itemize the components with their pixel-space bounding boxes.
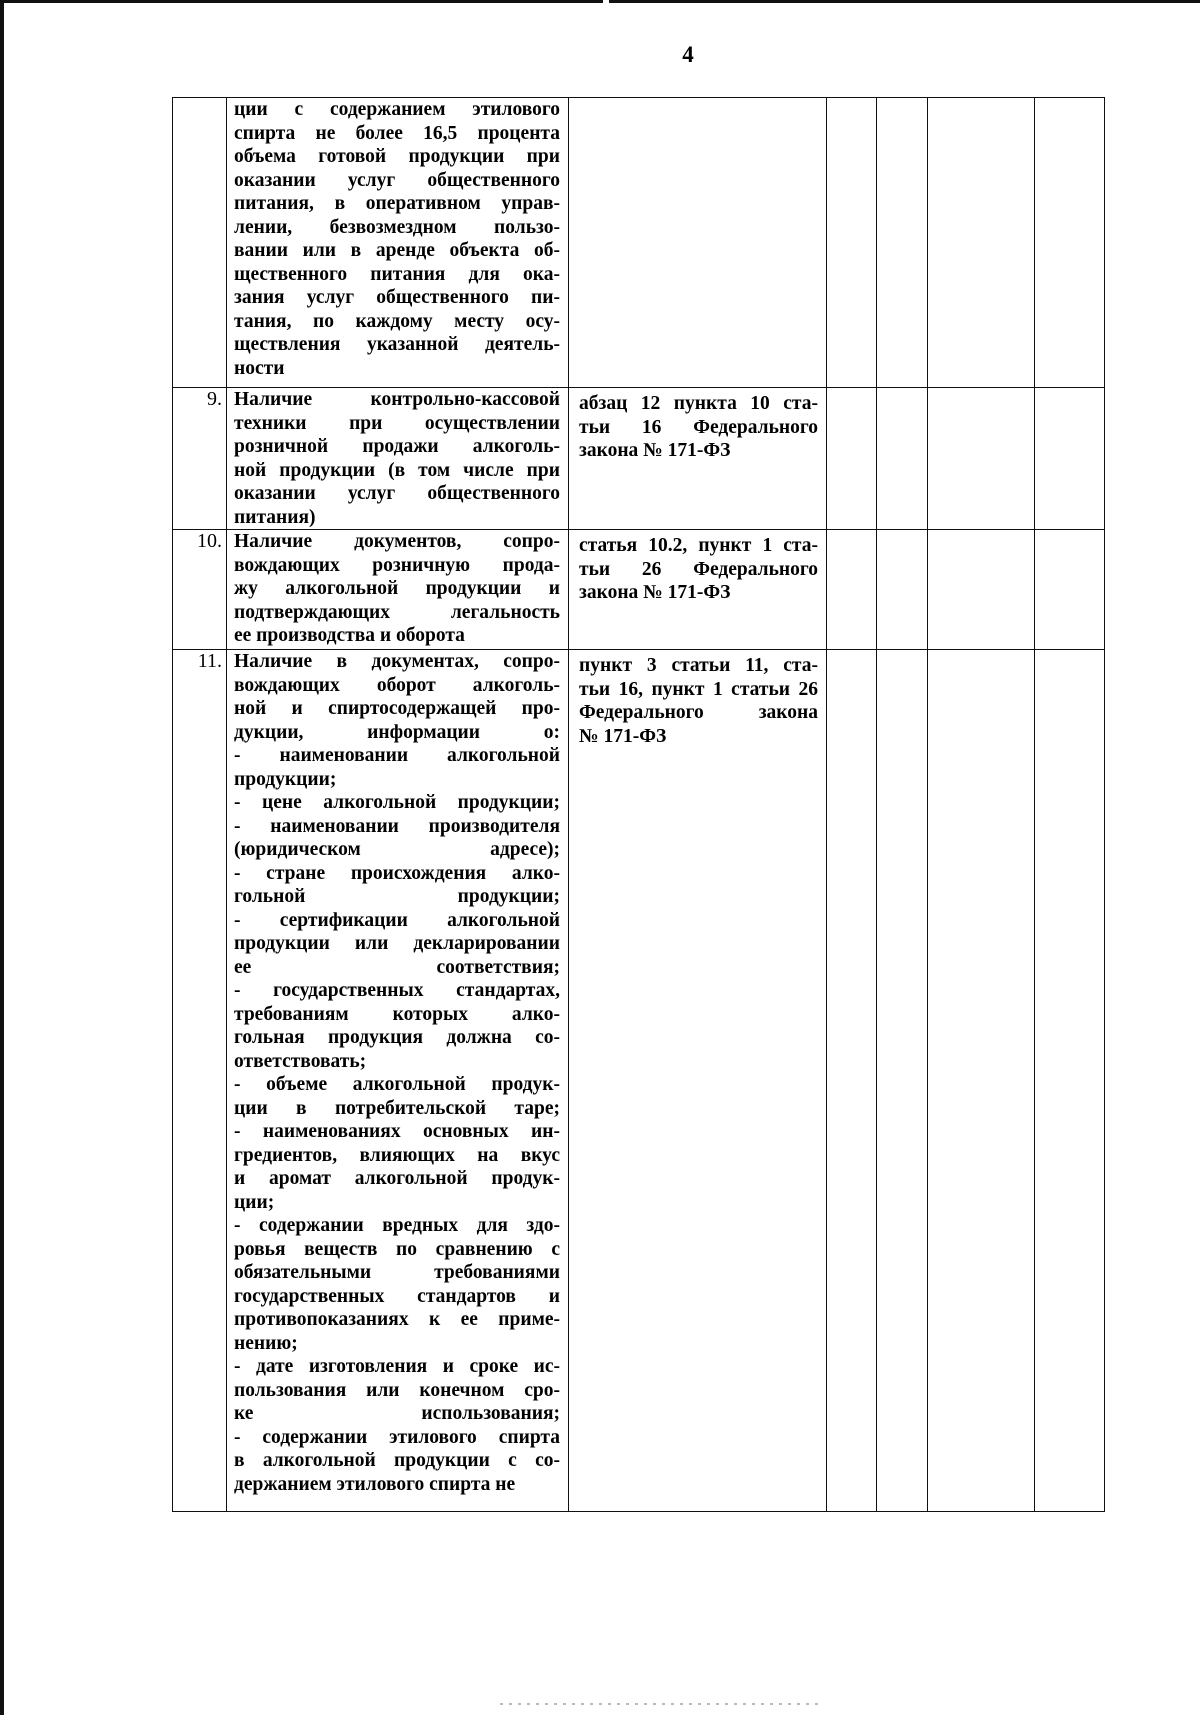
answer-cell[interactable] [928,388,1035,530]
requirement-line: (юридическом адресе); [234,839,560,860]
requirement-line: - содержании этилового спирта [234,1426,560,1448]
table-body [173,98,1105,1512]
requirement-line: пользования или конечном сро- [234,1379,560,1401]
legal-basis-line: № 171-ФЗ [579,725,667,747]
requirement-cell [227,530,569,650]
page-number: 4 [682,42,694,67]
requirement-line: - наименовании производителя [234,815,560,837]
answer-cell[interactable] [877,530,928,650]
answer-cell[interactable] [1035,98,1105,388]
answer-cell[interactable] [928,98,1035,388]
answer-cell[interactable] [827,650,877,1512]
requirement-line: противопоказаниях к ее приме- [234,1309,560,1330]
requirement-line: ществления указанной деятель- [234,334,560,355]
answer-cell[interactable] [877,98,928,388]
requirement-line: спирта не более 16,5 процента [234,122,560,144]
requirement-line: ции; [234,1191,275,1213]
requirement-line: ответствовать; [234,1050,367,1072]
table-row [173,98,1105,388]
table-row [173,650,1105,1512]
requirement-line: держанием этилового спирта не [234,1473,516,1495]
legal-basis-cell [569,98,827,388]
answer-cell[interactable] [877,650,928,1512]
requirement-line: вождающих оборот алкоголь- [234,674,560,696]
scan-top-gap [603,0,609,6]
legal-basis-line: пункт 3 статьи 11, ста- [579,655,818,676]
requirement-line: требованиям которых алко- [234,1003,560,1025]
requirement-line: тания, по каждому месту осу- [234,310,560,332]
legal-basis-line: абзац 12 пункта 10 ста- [579,393,818,414]
requirement-line: ной и спиртосодержащей про- [234,698,560,719]
requirement-line: ции с содержанием этилового [234,99,560,120]
legal-basis-cell [569,650,827,1512]
legal-basis-line: закона № 171-ФЗ [579,582,731,603]
requirement-line: - государственных стандартах, [234,980,560,1001]
answer-cell[interactable] [877,388,928,530]
row-number [173,98,227,388]
legal-basis-line: закона № 171-ФЗ [579,440,731,461]
requirement-line: - наименованиях основных ин- [234,1121,560,1142]
requirement-line: - цене алкогольной продукции; [234,792,560,813]
requirement-line: - сертификации алкогольной [234,909,560,931]
requirement-line: вании или в аренде объекта об- [234,240,560,261]
legal-basis-line: тьи 16 Федерального [579,416,818,438]
answer-cell[interactable] [1035,650,1105,1512]
requirement-line: гольной продукции; [234,886,560,907]
requirement-cell [227,388,569,530]
requirement-line: оказании услуг общественного [234,169,560,191]
requirement-line: и аромат алкогольной продук- [234,1168,560,1189]
requirement-line: продукции или декларировании [234,933,560,954]
requirement-cell [227,98,569,388]
requirement-line: ности [234,357,285,379]
legal-basis-line: статья 10.2, пункт 1 ста- [579,535,818,556]
requirement-line: подтверждающих легальность [234,601,560,623]
requirement-line: ровья веществ по сравнению с [234,1238,560,1260]
table-row [173,530,1105,650]
requirement-line: ее производства и оборота [234,625,465,646]
answer-cell[interactable] [1035,530,1105,650]
answer-cell[interactable] [827,98,877,388]
legal-basis-line: тьи 26 Федерального [579,558,818,580]
answer-cell[interactable] [827,530,877,650]
requirement-line: ной продукции (в том числе при [234,459,560,481]
requirement-line: гольная продукция должна со- [234,1027,560,1048]
scan-top-border [0,0,1200,3]
requirement-line: государственных стандартов и [234,1285,560,1307]
answer-cell[interactable] [928,530,1035,650]
requirement-line: техники при осуществлении [234,412,560,434]
answer-cell[interactable] [827,388,877,530]
scan-left-border [0,0,4,1715]
requirement-line: Наличие документов, сопро- [234,531,560,552]
legal-basis-line: тьи 16, пункт 1 статьи 26 [579,678,818,700]
requirement-line: Наличие контрольно-кассовой [234,389,560,410]
requirement-line: - наименовании алкогольной [234,745,560,766]
requirement-line: ции в потребительской таре; [234,1097,560,1119]
requirement-line: питания) [234,506,316,528]
requirement-line: гредиентов, влияющих на вкус [234,1144,560,1166]
requirement-line: вождающих розничную прода- [234,554,560,576]
requirement-line: щественного питания для ока- [234,263,560,285]
requirement-line: розничной продажи алкоголь- [234,436,560,457]
requirement-cell [227,650,569,1512]
requirement-line: зания услуг общественного пи- [234,287,560,308]
requirement-line: оказании услуг общественного [234,483,560,504]
requirement-line: дукции, информации о: [234,721,560,743]
requirement-line: лении, безвозмездном пользо- [234,216,560,238]
row-number: 10. [173,530,227,650]
requirement-line: Наличие в документах, сопро- [234,651,560,672]
legal-basis-line: Федерального закона [579,702,818,723]
checklist-table [172,97,1105,1512]
requirement-line: обязательными требованиями [234,1262,560,1283]
requirement-line: питания, в оперативном управ- [234,193,560,214]
scan-bottom-artifact [500,1703,820,1705]
table-row [173,388,1105,530]
legal-basis-cell [569,530,827,650]
requirement-line: жу алкогольной продукции и [234,578,560,599]
row-number: 11. [173,650,227,1512]
answer-cell[interactable] [928,650,1035,1512]
answer-cell[interactable] [1035,388,1105,530]
row-number: 9. [173,388,227,530]
requirement-line: ке использования; [234,1403,560,1424]
requirement-line: объема готовой продукции при [234,146,560,167]
requirement-line: в алкогольной продукции с со- [234,1450,560,1471]
requirement-line: ее соответствия; [234,956,560,978]
legal-basis-cell [569,388,827,530]
requirement-line: продукции; [234,768,337,790]
requirement-line: - объеме алкогольной продук- [234,1074,560,1095]
requirement-line: нению; [234,1332,298,1354]
requirement-line: - стране происхождения алко- [234,862,560,884]
requirement-line: - дате изготовления и сроке ис- [234,1356,560,1377]
requirement-line: - содержании вредных для здо- [234,1215,560,1236]
